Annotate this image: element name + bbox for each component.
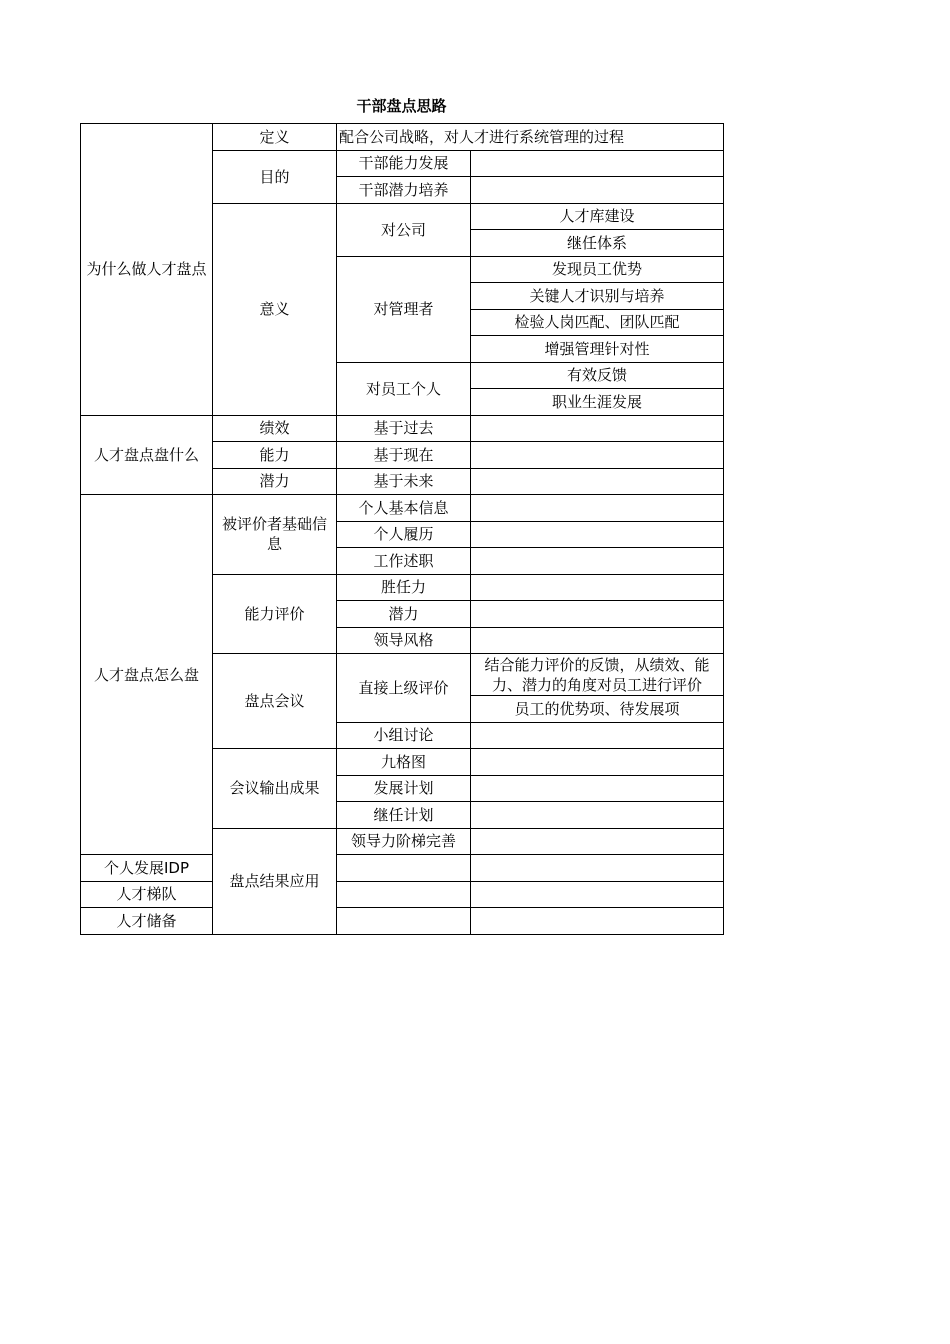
meaning-managers-item: 增强管理针对性 — [471, 336, 724, 363]
basic-info-item: 个人基本信息 — [337, 495, 471, 522]
table-row — [81, 495, 724, 522]
section-how-label: 人才盘点怎么盘 — [81, 495, 213, 855]
supervisor-item: 结合能力评价的反馈，从绩效、能力、潜力的角度对员工进行评价 — [471, 654, 724, 696]
purpose-item: 干部潜力培养 — [337, 177, 471, 204]
table-row — [81, 908, 724, 935]
meaning-company-item: 人才库建设 — [471, 203, 724, 230]
meaning-company-item: 继任体系 — [471, 230, 724, 257]
supervisor-item: 员工的优势项、待发展项 — [471, 696, 724, 723]
what-item-desc: 基于未来 — [337, 468, 471, 495]
ability-item: 领导风格 — [337, 627, 471, 654]
basic-info-item: 个人履历 — [337, 521, 471, 548]
meaning-managers-label: 对管理者 — [337, 256, 471, 362]
empty-cell — [471, 627, 724, 654]
apply-item: 人才储备 — [81, 908, 213, 935]
what-item-label: 能力 — [213, 442, 337, 469]
empty-cell — [337, 855, 471, 882]
ability-item: 胜任力 — [337, 574, 471, 601]
empty-cell — [471, 828, 724, 855]
empty-cell — [471, 574, 724, 601]
meaning-managers-item: 发现员工优势 — [471, 256, 724, 283]
inventory-table — [80, 123, 724, 935]
apply-item: 领导力阶梯完善 — [337, 828, 471, 855]
what-item-desc: 基于现在 — [337, 442, 471, 469]
ability-label: 能力评价 — [213, 574, 337, 654]
empty-cell — [471, 601, 724, 628]
section-apply-label: 盘点结果应用 — [213, 828, 337, 934]
empty-cell — [471, 775, 724, 802]
empty-cell — [471, 749, 724, 776]
group-discussion: 小组讨论 — [337, 722, 471, 749]
table-row — [81, 415, 724, 442]
definition-text: 配合公司战略，对人才进行系统管理的过程 — [337, 124, 724, 151]
empty-cell — [471, 881, 724, 908]
table-row — [81, 124, 724, 151]
empty-cell — [471, 722, 724, 749]
what-item-label: 绩效 — [213, 415, 337, 442]
empty-cell — [471, 442, 724, 469]
section-what-label: 人才盘点盘什么 — [81, 415, 213, 495]
output-item: 九格图 — [337, 749, 471, 776]
empty-cell — [471, 415, 724, 442]
apply-item: 人才梯队 — [81, 881, 213, 908]
purpose-item: 干部能力发展 — [337, 150, 471, 177]
supervisor-label: 直接上级评价 — [337, 654, 471, 723]
meeting-label: 盘点会议 — [213, 654, 337, 749]
table-row — [81, 855, 724, 882]
basic-info-label: 被评价者基础信息 — [213, 495, 337, 575]
empty-cell — [337, 881, 471, 908]
empty-cell — [337, 908, 471, 935]
meaning-managers-item: 检验人岗匹配、团队匹配 — [471, 309, 724, 336]
purpose-label: 目的 — [213, 150, 337, 203]
meaning-company-label: 对公司 — [337, 203, 471, 256]
meaning-employees-item: 有效反馈 — [471, 362, 724, 389]
meaning-employees-label: 对员工个人 — [337, 362, 471, 415]
empty-cell — [471, 908, 724, 935]
page-title: 干部盘点思路 — [356, 97, 447, 115]
empty-cell — [471, 521, 724, 548]
meaning-employees-item: 职业生涯发展 — [471, 389, 724, 416]
apply-item: 个人发展IDP — [81, 855, 213, 882]
empty-cell — [471, 855, 724, 882]
meaning-label: 意义 — [213, 203, 337, 415]
ability-item: 潜力 — [337, 601, 471, 628]
meaning-managers-item: 关键人才识别与培养 — [471, 283, 724, 310]
empty-cell — [471, 177, 724, 204]
output-label: 会议输出成果 — [213, 749, 337, 829]
empty-cell — [471, 802, 724, 829]
definition-label: 定义 — [213, 124, 337, 151]
basic-info-item: 工作述职 — [337, 548, 471, 575]
empty-cell — [471, 150, 724, 177]
section-why-label: 为什么做人才盘点 — [81, 124, 213, 416]
table-row — [81, 881, 724, 908]
what-item-label: 潜力 — [213, 468, 337, 495]
what-item-desc: 基于过去 — [337, 415, 471, 442]
empty-cell — [471, 495, 724, 522]
empty-cell — [471, 468, 724, 495]
output-item: 继任计划 — [337, 802, 471, 829]
output-item: 发展计划 — [337, 775, 471, 802]
empty-cell — [471, 548, 724, 575]
